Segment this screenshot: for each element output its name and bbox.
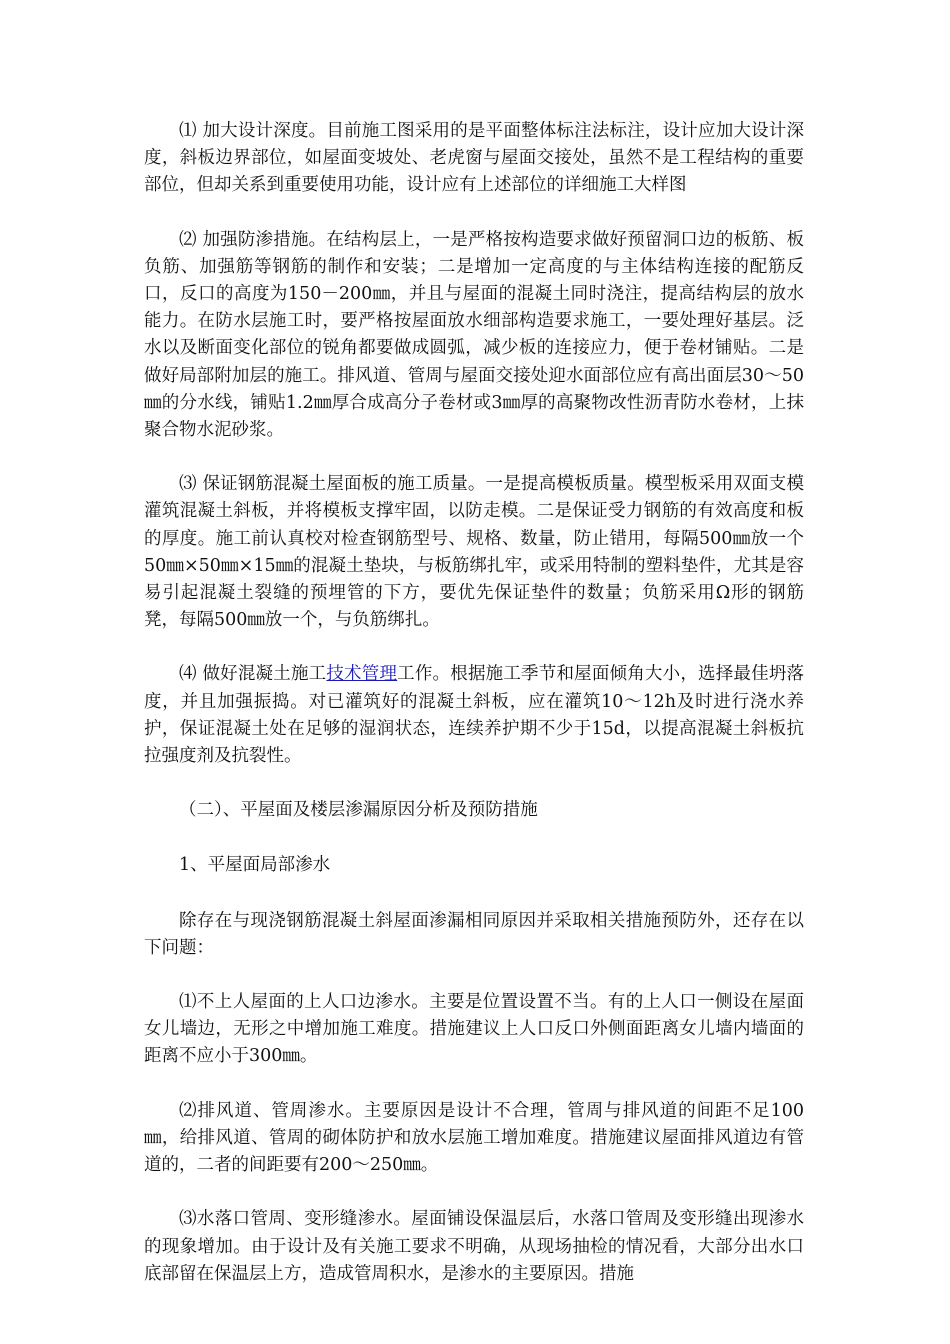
document-body	[144, 118, 804, 1315]
paragraph-drain-joint-seepage: ⑶水落口管周、变形缝渗水。屋面铺设保温层后，水落口管周及变形缝出现渗水的现象增加。由于设计及有关施工要求不明确，从现场抽检的情况看，大部分出水口底部留在保温层上方，造成管周积水，是渗水的主要原因。措施	[144, 1209, 804, 1284]
paragraph-waterproofing-measures: ⑵ 加强防渗措施。在结构层上，一是严格按构造要求做好预留洞口边的板筋、板负筋、加强筋等钢筋的制作和安装；二是增加一定高度的与主体结构连接的配筋反口，反口的高度为150－200㎜，并且与屋面的混凝土同时浇注，提高结构层的放水能力。在防水层施工时，要严格按屋面放水细部构造要求施工，一要处理好基层。泛水以及断面变化部位的锐角都要做成圆弧，减少板的连接应力，便于卷材铺贴。二是做好局部附加层的施工。排风道、管周与屋面交接处迎水面部位应有高出面层30～50㎜的分水线，铺贴1.2㎜厚合成高分子卷材或3㎜厚的高聚物改性沥青防水卷材，上抹聚合物水泥砂浆。	[144, 229, 804, 441]
paragraph-text-before-link: ⑷ 做好混凝土施工	[179, 664, 327, 685]
paragraph-roof-access-seepage: ⑴不上人屋面的上人口边渗水。主要是位置设置不当。有的上人口一侧设在屋面女儿墙边，无形之中增加施工难度。措施建议上人口反口外侧面距离女儿墙内墙面的距离不应小于300㎜。	[144, 992, 804, 1067]
paragraph-design-depth: ⑴ 加大设计深度。目前施工图采用的是平面整体标注法标注，设计应加大设计深度，斜板边界部位，如屋面变坡处、老虎窗与屋面交接处，虽然不是工程结构的重要部位，但却关系到重要使用功能，设计应有上述部位的详细施工大样图	[144, 121, 804, 196]
paragraph-concrete-construction	[144, 661, 804, 770]
paragraph-other-issues: 除存在与现浇钢筋混凝土斜屋面渗漏相同原因并采取相关措施预防外，还存在以下问题：	[144, 910, 804, 958]
paragraph-text-after-link: 工作。根据施工季节和屋面倾角大小，选择最佳坍落度，并且加强振捣。对已灌筑好的混凝土斜板，应在灌筑10～12h及时进行浇水养护，保证混凝土处在足够的湿润状态，连续养护期不少于15d，以提高混凝土斜板抗拉强度剂及抗裂性。	[144, 664, 805, 767]
section-heading-flat-roof: （二）、平屋面及楼层渗漏原因分析及预防措施	[179, 800, 538, 821]
technical-management-link[interactable]: 技术管理	[326, 664, 398, 685]
paragraph-roof-slab-quality: ⑶ 保证钢筋混凝土屋面板的施工质量。一是提高模板质量。模型板采用双面支模灌筑混凝土斜板，并将模板支撑牢固，以防走模。二是保证受力钢筋的有效高度和板的厚度。施工前认真校对检查钢筋型号、规格、数量，防止错用，每隔500㎜放一个50㎜×50㎜×15㎜的混凝土垫块，与板筋绑扎牢，或采用特制的塑料垫件，尤其是容易引起混凝土裂缝的预埋管的下方，要优先保证垫件的数量；负筋采用Ω形的钢筋凳，每隔500㎜放一个，与负筋绑扎。	[144, 474, 804, 631]
paragraph-vent-pipe-seepage: ⑵排风道、管周渗水。主要原因是设计不合理，管周与排风道的间距不足100㎜，给排风道、管周的砌体防护和放水层施工增加难度。措施建议屋面排风道边有管道的，二者的间距要有200～250㎜。	[144, 1100, 804, 1176]
subsection-heading-local-seepage: 1、平屋面局部渗水	[179, 855, 331, 876]
